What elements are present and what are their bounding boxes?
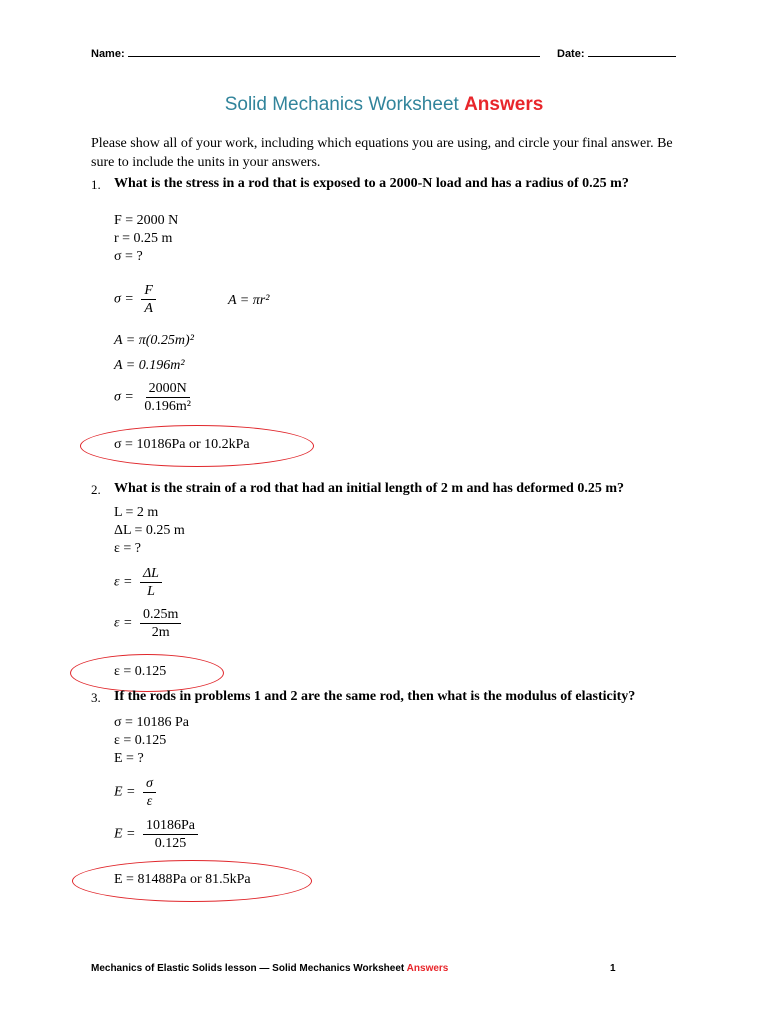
q1-eq-area-text: A = πr² [228, 293, 270, 308]
q1-eq-sigma [114, 283, 156, 316]
q3-eq2-num: 10186Pa [143, 818, 198, 835]
q2-eq2 [114, 607, 181, 640]
q1-answer: σ = 10186Pa or 10.2kPa [114, 437, 250, 452]
q1-given-3: σ = ? [114, 249, 143, 264]
q3-eq2-den: 0.125 [154, 836, 187, 851]
q3-eq1-lhs: E = [114, 784, 136, 800]
name-line [128, 46, 540, 57]
title-main: Solid Mechanics Worksheet [224, 94, 459, 115]
q2-given [114, 504, 185, 558]
q3-given-1: σ = 10186 Pa [114, 715, 189, 730]
q1-eq-sigma-num: F [141, 283, 156, 300]
q2-eq2-den: 2m [151, 625, 170, 640]
q3-eq1-den: ε [146, 794, 153, 809]
q2-number: 2. [91, 482, 101, 497]
q2-given-2: ΔL = 0.25 m [114, 523, 185, 538]
q1-step-sigma [114, 381, 194, 414]
footer-answers: Answers [406, 963, 449, 974]
q1-step-a2 [114, 358, 185, 374]
q1-number: 1. [91, 177, 101, 192]
title-answers: Answers [464, 94, 544, 115]
date-field [557, 46, 676, 60]
q2-eq2-lhs: ε = [114, 615, 133, 631]
q2-eq1 [114, 566, 162, 599]
q3-eq2 [114, 818, 198, 851]
q1-eq-sigma-den: A [144, 301, 153, 316]
q2-eq1-lhs: ε = [114, 574, 133, 590]
q3-number: 3. [91, 690, 101, 705]
q1-given [114, 212, 178, 266]
q2-eq1-den: L [147, 584, 155, 599]
q1-eq-area [228, 293, 269, 309]
q3-text: If the rods in problems 1 and 2 are the same rod, then what is the modulus of elasticity? [114, 689, 636, 704]
q1-step-sigma-num: 2000N [146, 381, 190, 398]
q2-text: What is the strain of a rod that had an initial length of 2 m and has deformed 0.25 m? [114, 481, 625, 496]
footer-text [91, 963, 448, 974]
name-field [91, 46, 540, 60]
q1-step-a1-text: A = π(0.25m)² [114, 333, 194, 348]
q3-answer: E = 81488Pa or 81.5kPa [114, 872, 251, 887]
name-label: Name: [91, 48, 125, 60]
footer-lesson: Mechanics of Elastic Solids lesson — Solid Mechanics Worksheet [91, 963, 405, 974]
q2-eq2-num: 0.25m [140, 607, 181, 624]
q1-step-sigma-lhs: σ = [114, 389, 134, 405]
q3-given [114, 714, 189, 768]
q2-eq1-num: ΔL [140, 566, 162, 583]
q1-text: What is the stress in a rod that is exposed to a 2000-N load and has a radius of 0.25 m? [114, 176, 629, 191]
date-label: Date: [557, 48, 585, 60]
page-title [0, 94, 768, 116]
page-number: 1 [610, 963, 616, 974]
date-line [588, 46, 676, 57]
q1-given-2: r = 0.25 m [114, 231, 173, 246]
q3-given-3: E = ? [114, 751, 144, 766]
q3-eq1-num: σ [143, 776, 156, 793]
q2-answer: ε = 0.125 [114, 664, 167, 679]
instructions: Please show all of your work, including which equations you are using, and circle your final answer. Be sure to include the units in your answers. [91, 136, 673, 170]
q1-step-sigma-den: 0.196m² [144, 399, 191, 414]
q2-given-1: L = 2 m [114, 505, 159, 520]
q2-given-3: ε = ? [114, 541, 141, 556]
q3-given-2: ε = 0.125 [114, 733, 167, 748]
q1-step-a1 [114, 333, 194, 349]
q1-given-1: F = 2000 N [114, 213, 179, 228]
q3-eq1 [114, 776, 156, 809]
q1-step-a2-text: A = 0.196m² [114, 358, 185, 373]
q1-eq-sigma-lhs: σ = [114, 291, 134, 307]
q3-eq2-lhs: E = [114, 826, 136, 842]
